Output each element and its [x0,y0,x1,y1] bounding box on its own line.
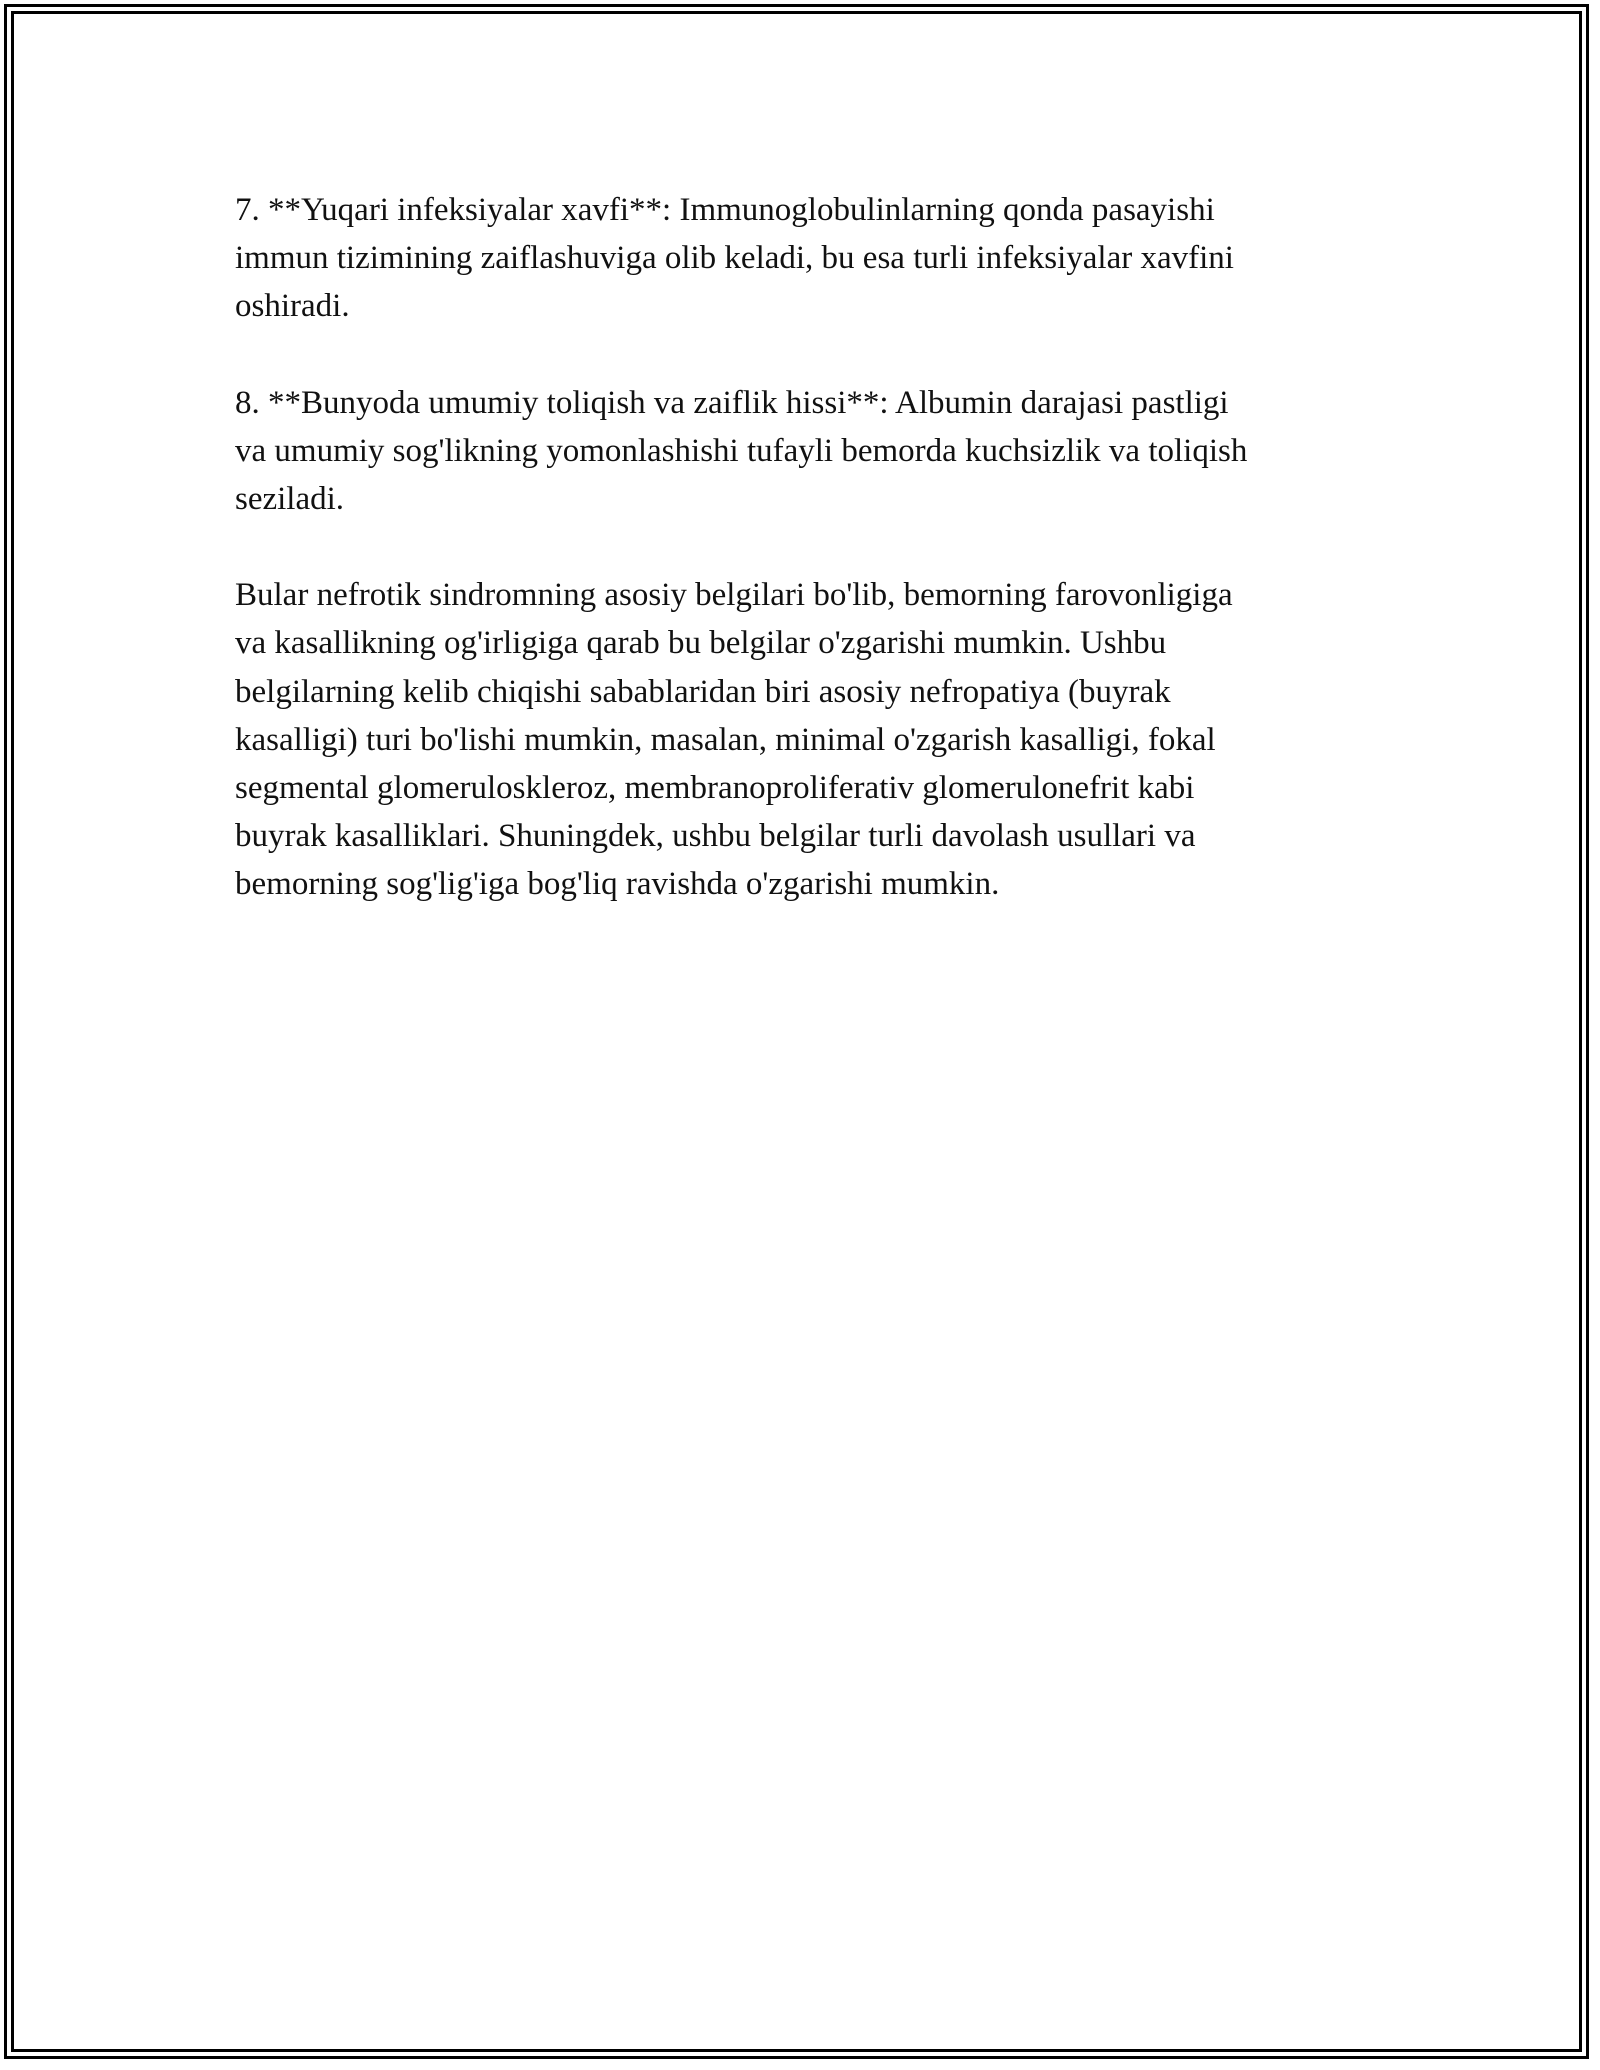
document-body [235,186,1385,957]
paragraph-item-8: 8. **Bunyoda umumiy toliqish va zaiflik hissi**: Albumin darajasi pastligi va umumiy sog'likning yomonlashishi tufayli bemorda kuchsizlik va toliqish seziladi. [235,384,1248,518]
paragraph-item-7: 7. **Yuqari infeksiyalar xavfi**: Immunoglobulinlarning qonda pasayishi immun tizimining zaiflashuviga olib keladi, bu esa turli infeksiyalar xavfini oshiradi. [235,192,1234,325]
paragraph-summary: Bular nefrotik sindromning asosiy belgilari bo'lib, bemorning farovonligiga va kasallikning og'irligiga qarab bu belgilar o'zgarishi mumkin. Ushbu belgilarning kelib chiqishi sabablaridan biri asosiy nefropatiya (buyrak kasalligi) turi bo'lishi mumkin, masalan, minimal o'zgarish kasalligi, fokal segmental glomeruloskleroz, membranoproliferativ glomerulonefrit kabi buyrak kasalliklari. Shuningdek, ushbu belgilar turli davolash usullari va bemorning sog'lig'iga bog'liq ravishda o'zgarishi mumkin. [235,577,1233,903]
